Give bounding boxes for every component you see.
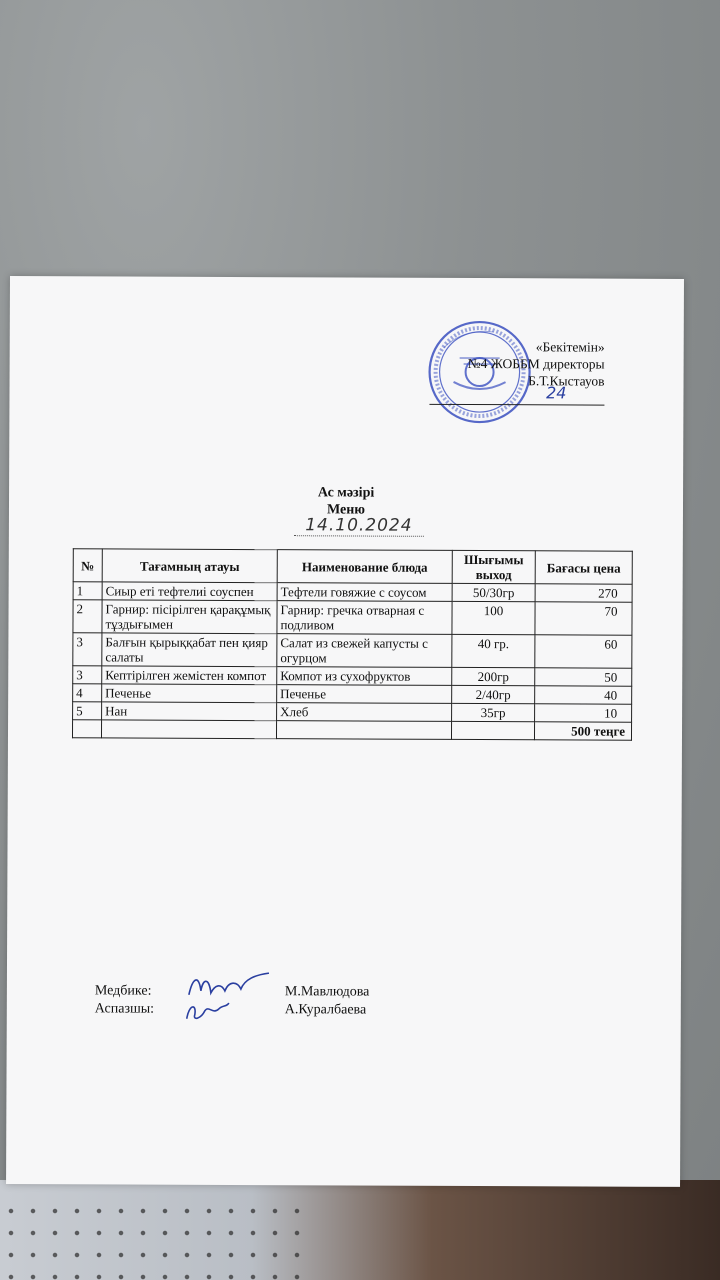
row-num: 5 [73,702,102,720]
menu-document [6,276,684,1187]
table-total-row [72,720,631,740]
approval-director-name: Б.Т.Кыстауов [528,373,605,389]
nurse-label: Медбике: [94,983,152,999]
row-name-ru: Тефтели говяжие с соусом [277,583,452,602]
header-name-ru: Наименование блюда [277,550,452,584]
header-output: Шығымы выход [452,550,535,583]
row-price: 70 [535,602,632,635]
row-num: 2 [73,600,102,633]
row-name-ru: Хлеб [277,703,452,722]
row-output: 100 [452,601,535,634]
menu-table [72,548,633,740]
menu-date: 14.10.2024 [294,515,424,537]
total-price: 500 теңге [534,722,631,740]
row-output: 35гр [452,703,535,721]
table-row [73,582,632,602]
row-num: 4 [73,684,102,702]
approval-title: «Бекітемін» [535,339,605,355]
row-num: 3 [73,666,102,684]
row-name-kz: Нан [102,702,277,721]
row-output: 40 гр. [452,634,535,667]
row-name-ru: Компот из сухофруктов [277,667,452,686]
approval-block [429,338,604,406]
row-price: 270 [535,584,632,602]
row-price: 60 [535,635,632,668]
row-name-kz: Гарнир: пісірілген қарақұмық тұздығымен [102,600,277,634]
row-name-ru: Салат из свежей капусты с огурцом [277,634,452,668]
dotted-cloth [0,1200,300,1280]
empty-cell [101,720,276,739]
approval-position: №4 ЖОББМ директоры [467,355,605,372]
cook-signature-icon [183,997,233,1027]
header-num: № [73,549,102,582]
row-num: 1 [73,582,102,600]
empty-cell [276,721,451,740]
row-name-kz: Сиыр еті тефтелиі соуспен [102,582,277,601]
row-name-ru: Печенье [277,685,452,704]
title-ru: Меню [326,502,366,518]
table-header-row [73,549,632,584]
table-row [73,666,632,686]
row-name-kz: Кептірілген жемістен компот [102,666,277,685]
row-name-kz: Печенье [102,684,277,703]
empty-cell [451,721,534,739]
row-output: 2/40гр [452,685,535,703]
row-output: 50/30гр [452,583,535,601]
header-price: Бағасы цена [535,551,632,584]
table-row [73,633,632,668]
table-row [73,600,632,635]
row-price: 10 [535,704,632,722]
nurse-name: М.Мавлюдова [284,984,370,1000]
title-kz: Ас мәзірі [317,485,375,501]
approval-date-line [429,383,604,406]
row-name-kz: Балғын қырыққабат пен қияр салаты [102,633,277,667]
row-price: 50 [535,668,632,686]
approval-handwritten-date: 24 [546,383,567,403]
table-row [73,702,632,722]
header-name-kz: Тағамның атауы [102,549,277,583]
table-row [73,684,632,704]
cook-name: А.Куралбаева [284,1002,367,1018]
row-name-ru: Гарнир: гречка отварная с подливом [277,601,452,635]
cook-label: Аспазшы: [94,1001,155,1017]
row-num: 3 [73,633,102,666]
empty-cell [72,720,101,738]
row-output: 200гр [452,667,535,685]
row-price: 40 [535,686,632,704]
